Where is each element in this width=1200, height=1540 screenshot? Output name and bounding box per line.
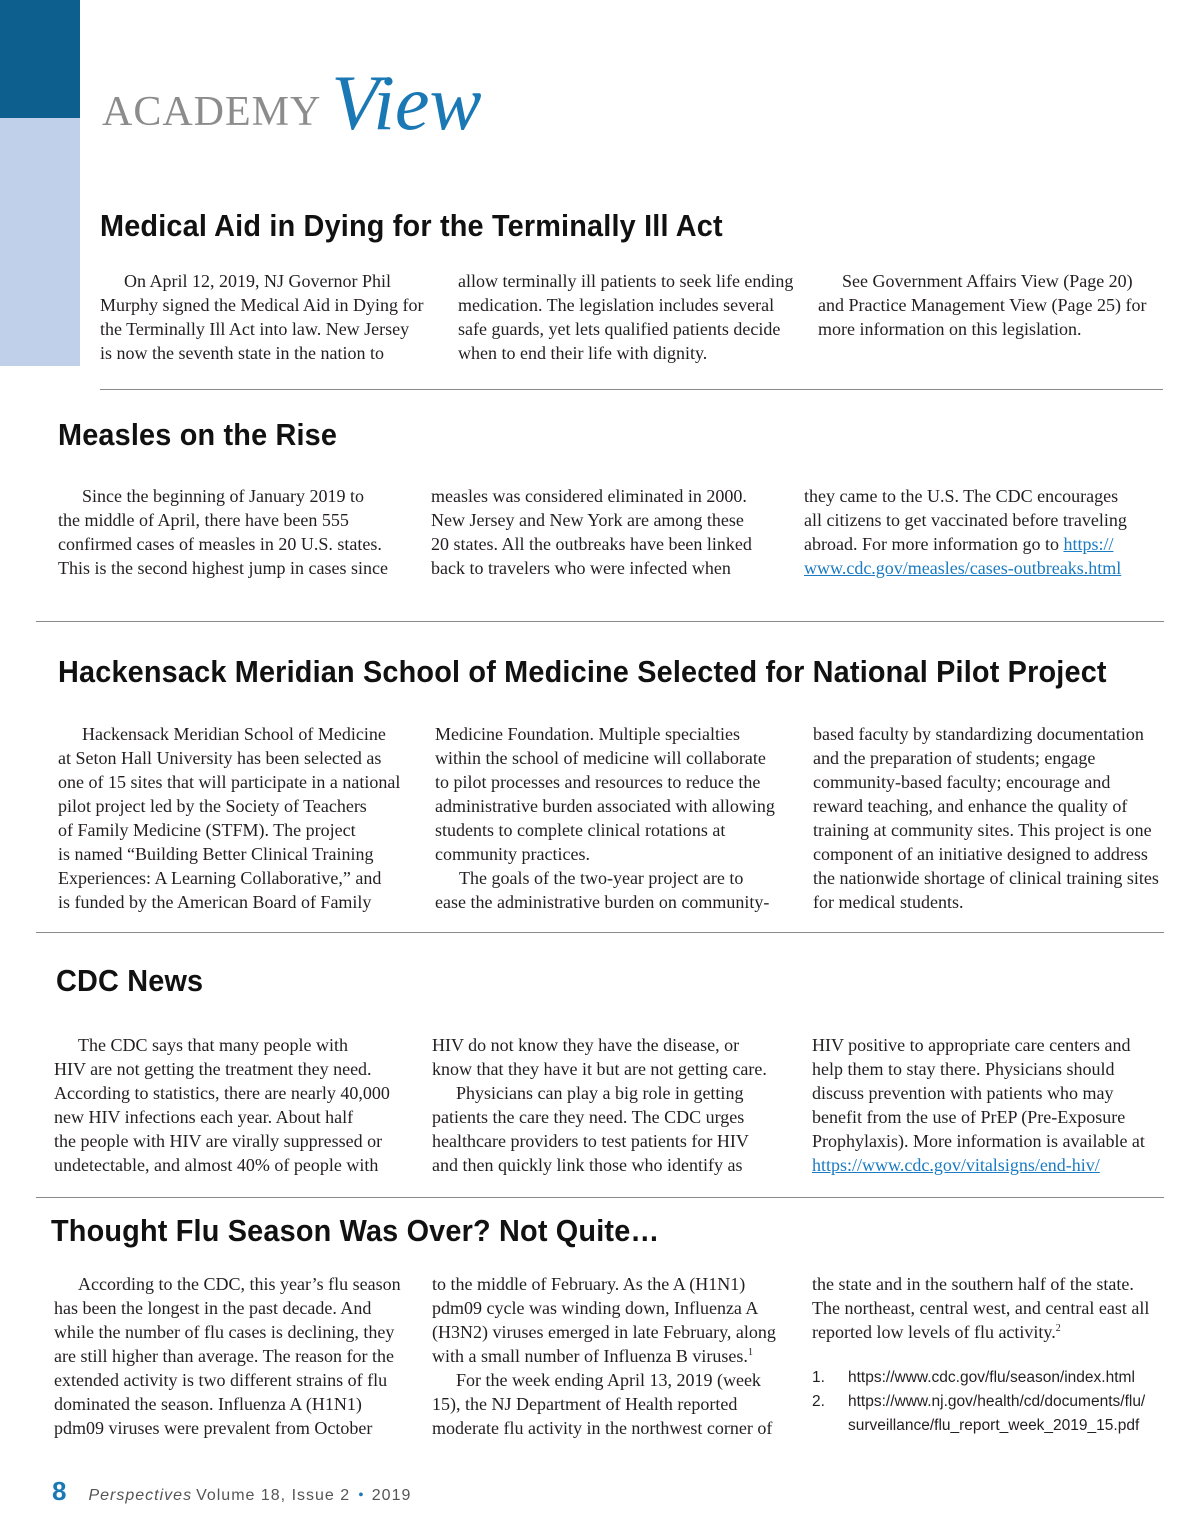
text-line: is funded by the American Board of Family (58, 892, 372, 912)
text-line: Medicine Foundation. Multiple specialties (435, 724, 740, 744)
text-line: the Terminally Ill Act into law. New Jersey (100, 319, 410, 339)
references-list (812, 1366, 1172, 1438)
footnote-marker: 1 (747, 1347, 753, 1358)
text-line: component of an initiative designed to address (813, 844, 1148, 864)
text-line: community practices. (435, 844, 590, 864)
text-line: discuss prevention with patients who may (812, 1083, 1114, 1103)
section-divider (100, 389, 1163, 390)
text-line: and Practice Management View (Page 25) for (818, 295, 1147, 315)
article-column (804, 484, 1164, 580)
text-line: extended activity is two different strains of flu (54, 1370, 388, 1390)
section-divider (36, 932, 1164, 933)
text-line: they came to the U.S. The CDC encourages (804, 486, 1119, 506)
text-line (812, 1153, 1172, 1177)
text-line: HIV do not know they have the disease, or (432, 1035, 740, 1055)
text-line: benefit from the use of PrEP (Pre-Exposure (812, 1107, 1126, 1127)
text-line: moderate flu activity in the northwest corner of (432, 1418, 773, 1438)
text-line: Physicians can play a big role in getting (456, 1083, 744, 1103)
sidebar-accent-light (0, 118, 80, 366)
section-divider (36, 1197, 1164, 1198)
sidebar-accent-dark (0, 0, 80, 118)
text-line: while the number of flu cases is declining, they (54, 1322, 395, 1342)
text-line (804, 556, 1164, 580)
text-line: Hackensack Meridian School of Medicine (82, 724, 386, 744)
reference-number: 2. (812, 1393, 825, 1410)
text-line: help them to stay there. Physicians should (812, 1059, 1115, 1079)
article-column (58, 722, 418, 914)
text-line: is now the seventh state in the nation to (100, 343, 384, 363)
text-line: to pilot processes and resources to reduce the (435, 772, 761, 792)
text-line: and then quickly link those who identify as (432, 1155, 743, 1175)
publication-year: 2019 (371, 1487, 412, 1504)
article-column (818, 269, 1158, 341)
text-line: healthcare providers to test patients for HIV (432, 1131, 749, 1151)
section-title-measles: Measles on the Rise (58, 417, 338, 452)
text-line: HIV are not getting the treatment they need. (54, 1059, 372, 1079)
article-column (54, 1033, 414, 1177)
reference-item (812, 1366, 1172, 1390)
text-line: allow terminally ill patients to seek life ending (458, 271, 794, 291)
text-line: safe guards, yet lets qualified patients decide (458, 319, 781, 339)
text-line: reward teaching, and enhance the quality of (813, 796, 1128, 816)
text-line: The goals of the two-year project are to (459, 868, 744, 888)
text-line: See Government Affairs View (Page 20) (842, 271, 1133, 291)
article-column (435, 722, 795, 914)
article-column (54, 1272, 414, 1440)
text-line: According to the CDC, this year’s flu season (78, 1274, 401, 1294)
text-line: According to statistics, there are nearly 40,000 (54, 1083, 390, 1103)
masthead-academy: ACADEMY (102, 89, 322, 135)
text-line: is named “Building Better Clinical Training (58, 844, 374, 864)
text-line: and the preparation of students; engage (813, 748, 1096, 768)
article-column (432, 1033, 792, 1177)
text-line: The CDC says that many people with (78, 1035, 348, 1055)
text-line: Murphy signed the Medical Aid in Dying for (100, 295, 424, 315)
article-column (812, 1272, 1172, 1344)
section-title-flu-season: Thought Flu Season Was Over? Not Quite… (51, 1213, 660, 1248)
section-title-hackensack: Hackensack Meridian School of Medicine Selected for National Pilot Project (58, 654, 1107, 689)
text-line: New Jersey and New York are among these (431, 510, 744, 530)
text-line (812, 1320, 1172, 1344)
article-column (813, 722, 1173, 914)
text-line: has been the longest in the past decade. And (54, 1298, 372, 1318)
text-line: the people with HIV are virally suppressed or (54, 1131, 383, 1151)
reference-number: 1. (812, 1369, 825, 1386)
text-line: On April 12, 2019, NJ Governor Phil (124, 271, 391, 291)
page-footer (52, 1476, 411, 1507)
text-line: to the middle of February. As the A (H1N1) (432, 1274, 746, 1294)
masthead-view: View (331, 59, 482, 146)
article-column (58, 484, 408, 580)
text-line: pdm09 viruses were prevalent from October (54, 1418, 373, 1438)
text-line: know that they have it but are not getting care. (432, 1059, 767, 1079)
text-line: of Family Medicine (STFM). The project (58, 820, 356, 840)
masthead (102, 58, 482, 148)
article-column (812, 1033, 1172, 1177)
page-number: 8 (52, 1476, 67, 1506)
text-line: Prophylaxis). More information is available at (812, 1131, 1145, 1151)
measles-link-continued[interactable]: www.cdc.gov/measles/cases-outbreaks.html (804, 558, 1122, 578)
text-line: within the school of medicine will collaborate (435, 748, 766, 768)
text-line: administrative burden associated with allowing (435, 796, 775, 816)
text-line: for medical students. (813, 892, 964, 912)
measles-link[interactable]: https:// (1063, 534, 1114, 554)
text-line: measles was considered eliminated in 2000. (431, 486, 747, 506)
text-line: The northeast, central west, and central east all (812, 1298, 1150, 1318)
text-line: more information on this legislation. (818, 319, 1082, 339)
text-line: undetectable, and almost 40% of people with (54, 1155, 379, 1175)
text-line: confirmed cases of measles in 20 U.S. states. (58, 534, 382, 554)
section-divider (36, 621, 1164, 622)
text-line: Experiences: A Learning Collaborative,” and (58, 868, 382, 888)
text-line: HIV positive to appropriate care centers and (812, 1035, 1131, 1055)
article-column (432, 1272, 792, 1440)
text-line: the state and in the southern half of the state. (812, 1274, 1134, 1294)
text-line: students to complete clinical rotations at (435, 820, 726, 840)
text-line: when to end their life with dignity. (458, 343, 708, 363)
text-line: pilot project led by the Society of Teachers (58, 796, 367, 816)
text-line: the nationwide shortage of clinical training sites (813, 868, 1159, 888)
text-line: This is the second highest jump in cases since (58, 558, 388, 578)
cdc-hiv-link[interactable]: https://www.cdc.gov/vitalsigns/end-hiv/ (812, 1155, 1100, 1175)
article-column (100, 269, 430, 365)
reference-url: https://www.cdc.gov/flu/season/index.html (848, 1369, 1135, 1386)
section-title-cdc-news: CDC News (56, 963, 204, 998)
text-line: are still higher than average. The reason for the (54, 1346, 395, 1366)
text-line: back to travelers who were infected when (431, 558, 731, 578)
text-line: Since the beginning of January 2019 to (82, 486, 364, 506)
text-line: 15), the NJ Department of Health reported (432, 1394, 738, 1414)
text-segment: with a small number of Influenza B viruses. (432, 1346, 748, 1366)
text-line: all citizens to get vaccinated before traveling (804, 510, 1127, 530)
text-segment: abroad. For more information go to (804, 534, 1064, 554)
text-line: 20 states. All the outbreaks have been linked (431, 534, 752, 554)
text-line (432, 1344, 792, 1368)
text-line: dominated the season. Influenza A (H1N1) (54, 1394, 362, 1414)
text-line: new HIV infections each year. About half (54, 1107, 354, 1127)
footnote-marker: 2 (1055, 1323, 1061, 1334)
text-line: ease the administrative burden on community- (435, 892, 770, 912)
reference-url: https://www.nj.gov/health/cd/documents/flu/ (848, 1393, 1146, 1410)
reference-item (812, 1390, 1172, 1414)
reference-url-continued: surveillance/flu_report_week_2019_15.pdf (848, 1417, 1140, 1434)
text-line: at Seton Hall University has been selected as (58, 748, 382, 768)
text-line: pdm09 cycle was winding down, Influenza A (432, 1298, 759, 1318)
text-line: medication. The legislation includes several (458, 295, 775, 315)
article-column (458, 269, 794, 365)
text-line: based faculty by standardizing documentation (813, 724, 1144, 744)
text-line: one of 15 sites that will participate in a national (58, 772, 401, 792)
text-line: (H3N2) viruses emerged in late February, along (432, 1322, 776, 1342)
bullet-separator: • (358, 1487, 364, 1504)
text-line: training at community sites. This project is one (813, 820, 1152, 840)
text-line (804, 532, 1164, 556)
text-segment: reported low levels of flu activity. (812, 1322, 1056, 1342)
section-title-medical-aid: Medical Aid in Dying for the Terminally Ill Act (100, 208, 723, 243)
text-line: patients the care they need. The CDC urges (432, 1107, 745, 1127)
publication-volume: Volume 18, Issue 2 (196, 1487, 351, 1504)
publication-name: Perspectives (88, 1487, 193, 1504)
article-column (431, 484, 781, 580)
text-line: For the week ending April 13, 2019 (week (456, 1370, 761, 1390)
text-line: community-based faculty; encourage and (813, 772, 1111, 792)
text-line: the middle of April, there have been 555 (58, 510, 349, 530)
